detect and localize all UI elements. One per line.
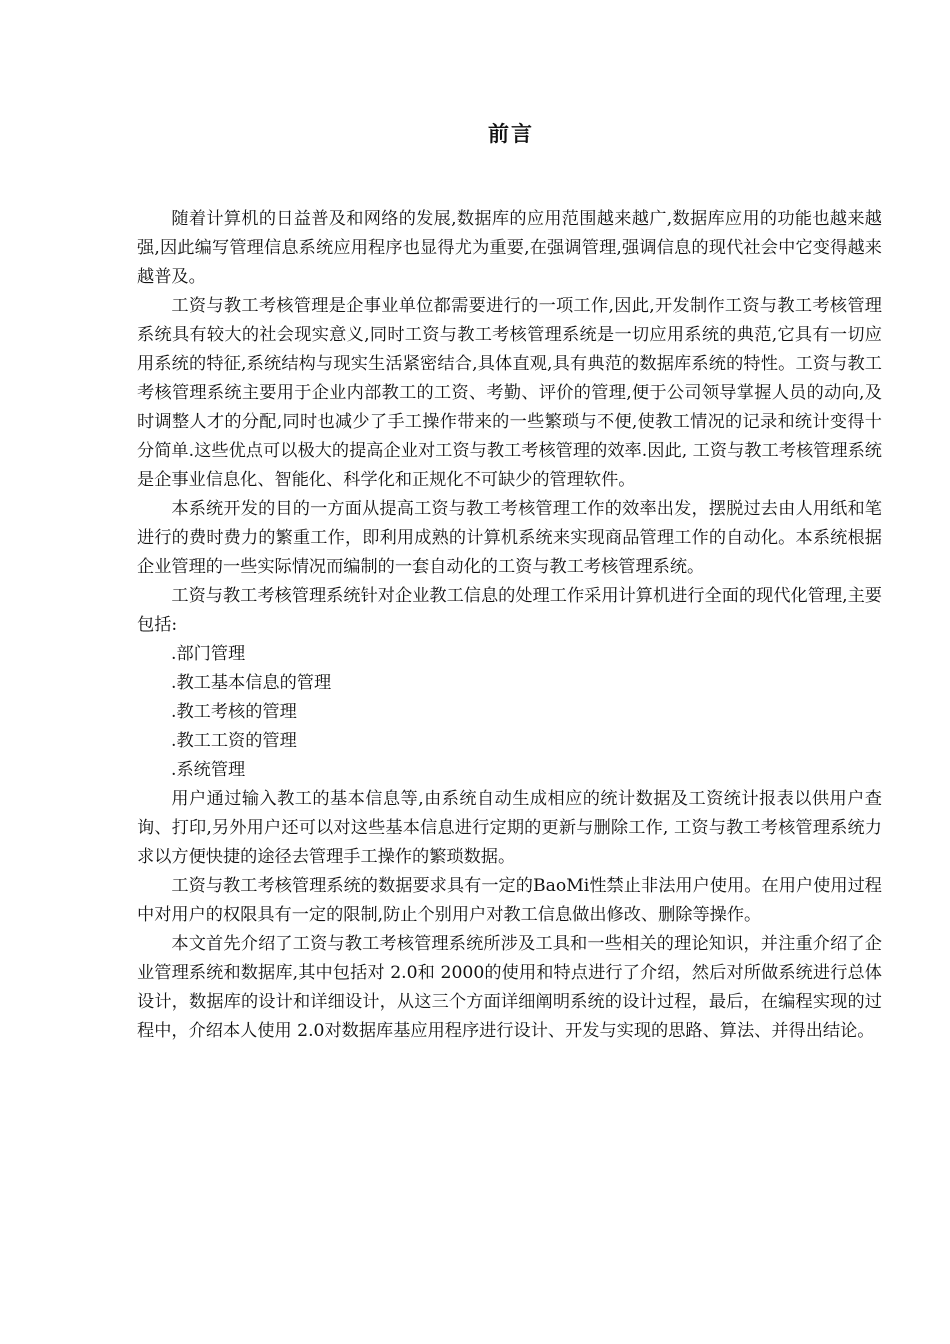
- document-body: [137, 205, 882, 1046]
- paragraph-scope: 工资与教工考核管理系统针对企业教工信息的处理工作采用计算机进行全面的现代化管理,主要包括:: [137, 586, 882, 635]
- list-item: .教工考核的管理: [171, 702, 297, 722]
- list-item: .教工工资的管理: [171, 731, 297, 751]
- paragraph-user-operations: 用户通过输入教工的基本信息等,由系统自动生成相应的统计数据及工资统计报表以供用户查询、打印,另外用户还可以对这些基本信息进行定期的更新与删除工作, 工资与教工考核管理系统力求以方便快捷的途径去管理手工操作的繁琐数据。: [137, 789, 882, 867]
- feature-list: [137, 640, 882, 785]
- paragraph-overview: 本文首先介绍了工资与教工考核管理系统所涉及工具和一些相关的理论知识，并注重介绍了企业管理系统和数据库,其中包括对 2.0和 2000的使用和特点进行了介绍，然后对所做系统进行总体设计，数据库的设计和详细设计，从这三个方面详细阐明系统的设计过程，最后，在编程实现的过程中，介绍本人使用 2.0对数据库基应用程序进行设计、开发与实现的思路、算法、并得出结论。: [137, 934, 882, 1041]
- page-title: 前言: [488, 122, 534, 146]
- list-item: .系统管理: [171, 760, 246, 780]
- paragraph-development-goal: 本系统开发的目的一方面从提高工资与教工考核管理工作的效率出发，摆脱过去由人用纸和笔进行的费时费力的繁重工作，即利用成熟的计算机系统来实现商品管理工作的自动化。本系统根据企业管理的一些实际情况而编制的一套自动化的工资与教工考核管理系统。: [137, 499, 882, 577]
- list-item: .教工基本信息的管理: [171, 673, 332, 693]
- paragraph-system-significance: 工资与教工考核管理是企事业单位都需要进行的一项工作,因此,开发制作工资与教工考核管理系统具有较大的社会现实意义,同时工资与教工考核管理系统是一切应用系统的典范,它具有一切应用系统的特征,系统结构与现实生活紧密结合,具体直观,具有典范的数据库系统的特性。工资与教工考核管理系统主要用于企业内部教工的工资、考勤、评价的管理,便于公司领导掌握人员的动向,及时调整人才的分配,同时也减少了手工操作带来的一些繁琐与不便,使教工情况的记录和统计变得十分简单.这些优点可以极大的提高企业对工资与教工考核管理的效率.因此, 工资与教工考核管理系统是企事业信息化、智能化、科学化和正规化不可缺少的管理软件。: [137, 296, 882, 490]
- paragraph-security: 工资与教工考核管理系统的数据要求具有一定的BaoMi性禁止非法用户使用。在用户使用过程中对用户的权限具有一定的限制,防止个别用户对教工信息做出修改、删除等操作。: [137, 876, 882, 925]
- paragraph-intro: 随着计算机的日益普及和网络的发展,数据库的应用范围越来越广,数据库应用的功能也越来越强,因此编写管理信息系统应用程序也显得尤为重要,在强调管理,强调信息的现代社会中它变得越来越普及。: [137, 209, 882, 287]
- list-item: .部门管理: [171, 644, 246, 664]
